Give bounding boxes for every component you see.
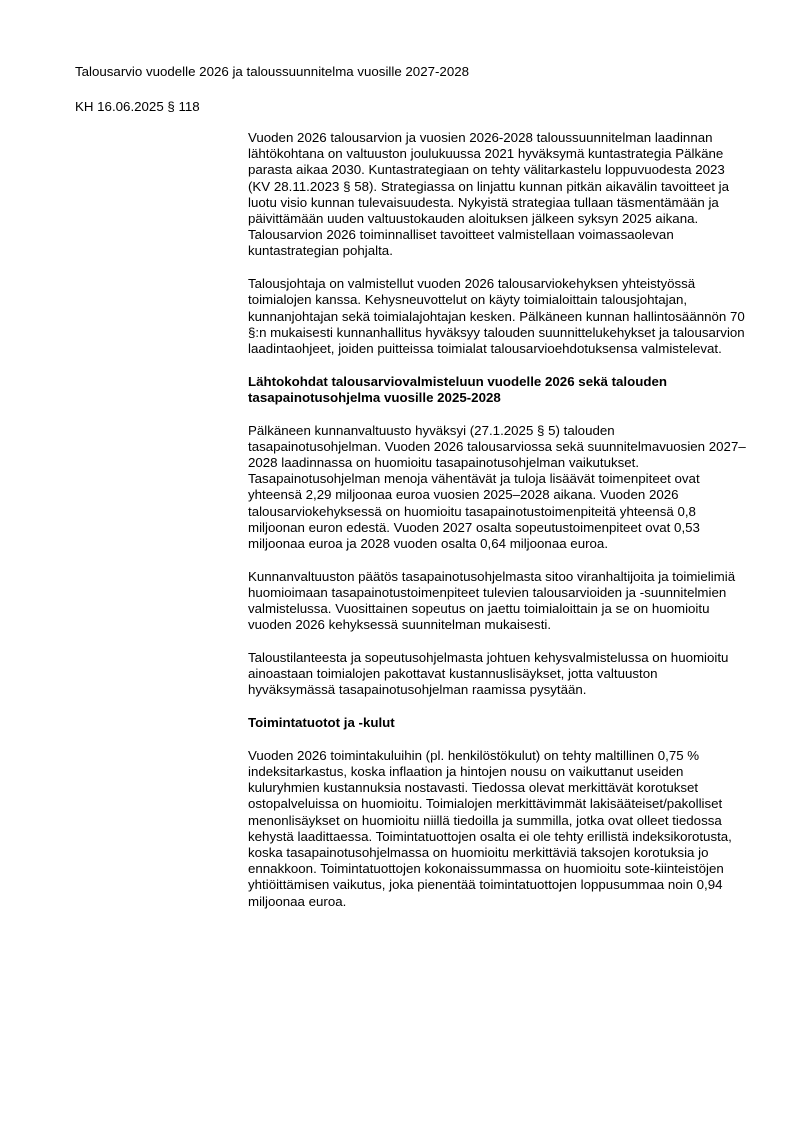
paragraph-operating-costs: Vuoden 2026 toimintakuluihin (pl. henkilöstökulut) on tehty maltillinen 0,75 % indeksitarkastus, koska inflaation ja hintojen nousu on vaikuttanut useiden kuluryhmien kustannuksia nostavasti. Tiedossa olevat merkittävät korotukset ostopalveluissa on huomioitu. Toimialojen merkittävimmät lakisääteiset/pakolliset menonlisäykset on huomioitu niillä tiedoilla ja summilla, jotka ovat olleet tiedossa kehystä laadittaessa. Toimintatuottojen osalta ei ole tehty erillistä indeksikorotusta, koska tasapainotusohjelmassa on huomioitu merkittäviä taksojen korotuksia jo ennakkoon. Toimintatuottojen kokonaissummassa on huomioitu sote-kiinteistöjen yhtiöittämisen vaikutus, joka pienentää toimintatuottojen loppusummaa noin 0,94 miljoonaa euroa.	[248, 747, 732, 909]
paragraph-strategy-basis: Vuoden 2026 talousarvion ja vuosien 2026-2028 taloussuunnitelman laadinnan lähtökohtana on valtuuston joulukuussa 2021 hyväksymä kuntastrategia Pälkäne parasta aikaa 2030. Kuntastrategiaan on tehty välitarkastelu loppuvuodesta 2023 (KV 28.11.2023 § 58). Strategiassa on linjattu kunnan pitkän aikavälin tavoitteet ja luotu visio kunnan tulevaisuudesta. Nykyistä strategiaa tullaan täsmentämään ja päivittämään uuden valtuustokauden aloituksen jälkeen syksyn 2025 aikana. Talousarvion 2026 toiminnalliset tavoitteet valmistellaan voimassaolevan kuntastrategian pohjalta.	[248, 130, 729, 259]
paragraph-budget-framework: Talousjohtaja on valmistellut vuoden 2026 talousarviokehyksen yhteistyössä toimialojen kanssa. Kehysneuvottelut on käyty toimialoittain talousjohtajan, kunnanjohtajan sekä toimialajohtajan kesken. Pälkäneen kunnan hallintosäännön 70 §:n mukaisesti kunnanhallitus hyväksyy talouden suunnittelukehykset ja talousarvion laadintaohjeet, joiden puitteissa toimialat talousarvioehdotuksensa valmistelevat.	[248, 276, 745, 356]
document-title: Talousarvio vuodelle 2026 ja taloussuunnitelma vuosille 2027-2028	[75, 64, 469, 79]
paragraph-balancing-program: Pälkäneen kunnanvaltuusto hyväksyi (27.1.2025 § 5) talouden tasapainotusohjelman. Vuoden 2026 talousarviossa sekä suunnitelmavuosien 2027–2028 laadinnassa on huomioitu tasapainotusohjelman vaikutukset. Tasapainotusohjelman menoja vähentävät ja tuloja lisäävät toimenpiteet ovat yhteensä 2,29 miljoonaa euroa vuosien 2025–2028 aikana. Vuoden 2026 talousarviokehyksessä on huomioitu tasapainotustoimenpiteitä yhteensä 0,8 miljoonan euron edestä. Vuoden 2027 osalta sopeutustoimenpiteet ovat 0,53 miljoonaa euroa ja 2028 vuoden osalta 0,64 miljoonaa euroa.	[248, 422, 746, 551]
document-header	[75, 64, 735, 115]
paragraph-economic-situation: Taloustilanteesta ja sopeutusohjelmasta johtuen kehysvalmistelussa on huomioitu ainoastaan toimialojen pakottavat kustannuslisäykset, jotta valtuuston hyväksymässä tasapainotusohjelman raamissa pysytään.	[248, 649, 729, 698]
document-reference: KH 16.06.2025 § 118	[75, 99, 200, 115]
document-body	[248, 130, 748, 926]
heading-budget-preparation-basis: Lähtokohdat talousarviovalmisteluun vuodelle 2026 sekä talouden tasapainotusohjelma vuosille 2025-2028	[248, 373, 667, 405]
heading-operating-income-expenses: Toimintatuotot ja -kulut	[248, 715, 395, 731]
paragraph-council-decision: Kunnanvaltuuston päätös tasapainotusohjelmasta sitoo viranhaltijoita ja toimielimiä huomioimaan tasapainotustoimenpiteet tulevien talousarvioiden ja -suunnitelmien valmistelussa. Vuosittainen sopeutus on jaettu toimialoittain ja se on huomioitu vuoden 2026 kehyksessä suunnitelman mukaisesti.	[248, 568, 736, 633]
